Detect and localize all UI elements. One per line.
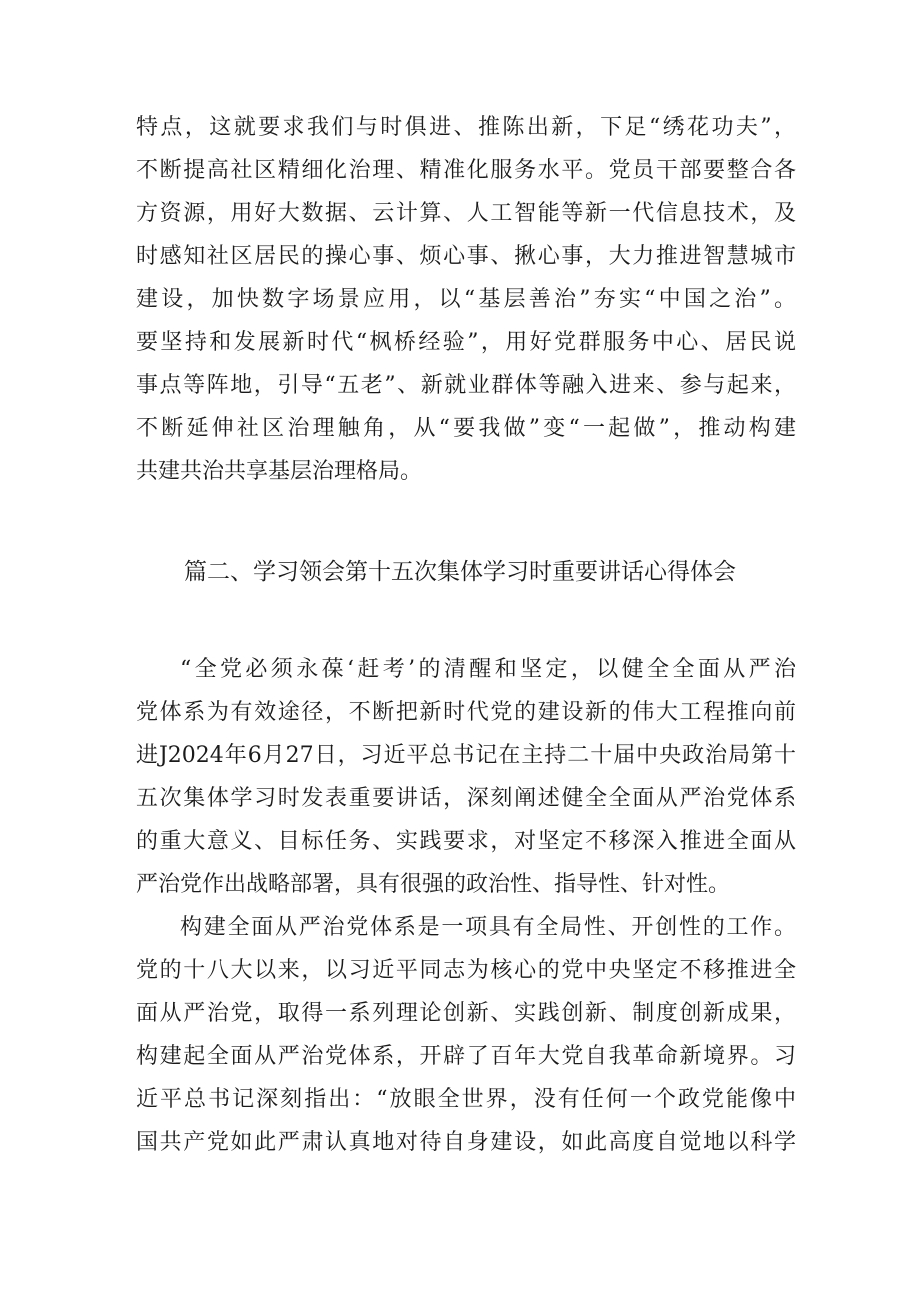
text-line: 方资源，用好大数据、云计算、人工智能等新一代信息技术，及 <box>136 201 796 226</box>
text-line: 的重大意义、目标任务、实践要求，对坚定不移深入推进全面从 <box>136 829 796 854</box>
paragraph-community-governance <box>136 106 796 493</box>
text-line: “全党必须永葆‘赶考’的清醒和坚定，以健全全面从严治 <box>180 657 796 682</box>
text-line: 进J2024年6月27日，习近平总书记在主持二十届中央政治局第十 <box>136 743 796 768</box>
text-line: 党体系为有效途径，不断把新时代党的建设新的伟大工程推向前 <box>136 700 796 725</box>
text-line: 面从严治党，取得一系列理论创新、实践创新、制度创新成果， <box>136 1001 796 1026</box>
text-line: 建设，加快数字场景应用，以“基层善治”夯实“中国之治”。 <box>136 287 796 312</box>
text-line: 要坚持和发展新时代“枫桥经验”，用好党群服务中心、居民说 <box>136 330 796 355</box>
text-line: 特点，这就要求我们与时俱进、推陈出新，下足“绣花功夫”， <box>136 115 796 140</box>
text-line: 事点等阵地，引导“五老”、新就业群体等融入进来、参与起来， <box>136 373 796 398</box>
text-line: 共建共治共享基层治理格局。 <box>136 459 423 484</box>
section-heading: 篇二、学习领会第十五次集体学习时重要讲话心得体会 <box>184 559 736 585</box>
text-line: 严治党作出战略部署，具有很强的政治性、指导性、针对性。 <box>136 872 731 897</box>
paragraph-party-governance-intro <box>136 648 796 906</box>
paragraph-party-governance-system <box>136 906 796 1164</box>
text-line: 不断延伸社区治理触角，从“要我做”变“一起做”，推动构建 <box>136 416 796 441</box>
text-line: 构建起全面从严治党体系，开辟了百年大党自我革命新境界。习 <box>136 1044 796 1069</box>
text-line: 党的十八大以来，以习近平同志为核心的党中央坚定不移推进全 <box>136 958 796 983</box>
text-line: 国共产党如此严肃认真地对待自身建设，如此高度自觉地以科学 <box>136 1130 796 1155</box>
text-line: 近平总书记深刻指出：“放眼全世界，没有任何一个政党能像中 <box>136 1087 796 1112</box>
text-line: 构建全面从严治党体系是一项具有全局性、开创性的工作。 <box>180 915 796 940</box>
text-line: 不断提高社区精细化治理、精准化服务水平。党员干部要整合各 <box>136 158 796 183</box>
text-line: 五次集体学习时发表重要讲话，深刻阐述健全全面从严治党体系 <box>136 786 796 811</box>
text-line: 时感知社区居民的操心事、烦心事、揪心事，大力推进智慧城市 <box>136 244 796 269</box>
